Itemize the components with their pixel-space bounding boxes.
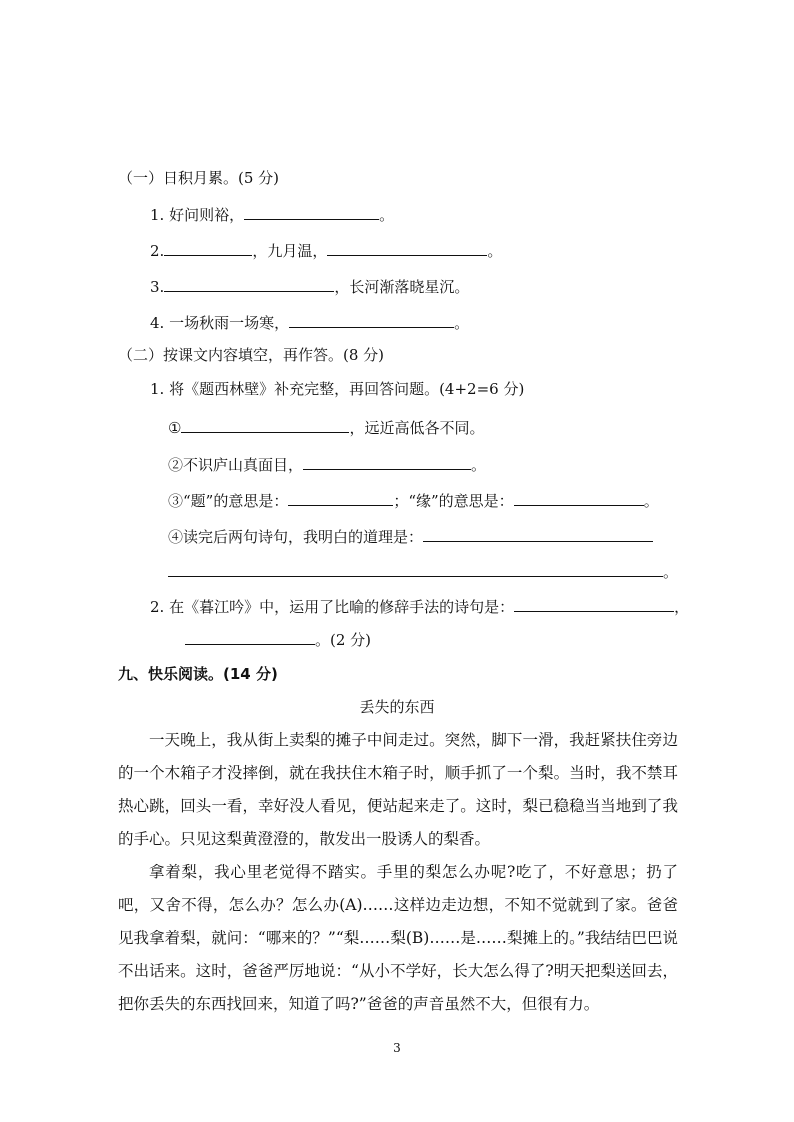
question-2-2-continuation [185, 628, 371, 650]
question-2-1-a-suffix: ，远近高低各不同。 [349, 419, 485, 437]
question-1-1 [150, 203, 394, 225]
question-2-1-b-suffix: 。 [471, 456, 487, 474]
story-paragraph-1: 一天晚上，我从街上卖梨的摊子中间走过。突然，脚下一滑，我赶紧扶住旁边的一个木箱子才没摔倒，就在我扶住木箱子时，顺手抓了一个梨。当时，我不禁耳热心跳，回头一看，幸好没人看见，便站起来走了。这时，梨已稳稳当当地到了我的手心。只见这梨黄澄澄的，散发出一股诱人的梨香。 [118, 731, 678, 848]
story-paragraph-2: 拿着梨，我心里老觉得不踏实。手里的梨怎么办呢?吃了，不好意思；扔了吧，又舍不得，怎么办？怎么办(A)……这样边走边想，不知不觉就到了家。爸爸见我拿着梨，就问：“哪来的？”“梨……梨(B)……是……梨摊上的。”我结结巴巴说不出话来。这时，爸爸严厉地说：“从小不学好，长大怎么得了?明天把梨送回去，把你丢失的东西找回来，知道了吗?”爸爸的声音虽然不大，但很有力。 [118, 863, 678, 1013]
question-2-1-a [168, 416, 484, 438]
question-2-1-d-continuation [168, 560, 678, 582]
question-1-4-suffix: 。 [454, 314, 470, 332]
section-1-title: （一）日积月累。(5 分) [118, 169, 280, 187]
answer-blank[interactable] [244, 203, 379, 220]
question-1-2-mid: ，九月温， [252, 242, 328, 260]
answer-blank[interactable] [289, 311, 454, 328]
question-2-1-b-prefix: ②不识庐山真面目， [168, 456, 304, 474]
question-1-1-suffix: 。 [379, 206, 395, 224]
question-1-3 [150, 275, 469, 297]
section-2-title: （二）按课文内容填空，再作答。(8 分) [118, 346, 385, 364]
answer-blank[interactable] [164, 275, 334, 292]
answer-blank[interactable] [327, 239, 487, 256]
question-2-1-d-prefix: ④读完后两句诗句，我明白的道理是： [168, 528, 424, 546]
question-2-1-b [168, 453, 486, 475]
question-2-1: 1. 将《题西林壁》补充完整，再回答问题。(4+2=6 分) [150, 380, 525, 398]
question-2-2-suffix: 。(2 分) [315, 631, 372, 649]
answer-blank[interactable] [164, 239, 252, 256]
story-title: 丢失的东西 [359, 698, 435, 716]
question-1-2-suffix: 。 [487, 242, 503, 260]
question-2-2-comma: ， [674, 598, 690, 616]
answer-blank[interactable] [185, 628, 315, 645]
question-1-2 [150, 239, 502, 261]
answer-blank[interactable] [514, 595, 674, 612]
question-2-1-d [168, 525, 653, 547]
question-1-4-prefix: 4. 一场秋雨一场寒， [150, 314, 290, 332]
question-1-3-prefix: 3. [150, 278, 165, 296]
answer-blank[interactable] [514, 489, 644, 506]
page-number: 3 [393, 1041, 401, 1055]
question-1-4 [150, 311, 469, 333]
question-2-2 [150, 595, 689, 617]
answer-blank[interactable] [423, 525, 653, 542]
answer-blank[interactable] [303, 453, 471, 470]
question-1-1-prefix: 1. 好问则裕， [150, 206, 245, 224]
question-2-1-c-mid: ；“缘”的意思是： [393, 492, 514, 510]
answer-blank[interactable] [181, 416, 349, 433]
question-2-1-c [168, 489, 659, 511]
question-2-1-c-prefix: ③“题”的意思是： [168, 492, 289, 510]
section-9-heading: 九、快乐阅读。(14 分) [118, 665, 278, 683]
question-2-2-prefix: 2. 在《暮江吟》中，运用了比喻的修辞手法的诗句是： [150, 598, 515, 616]
answer-blank[interactable] [288, 489, 393, 506]
question-2-1-c-suffix: 。 [643, 492, 659, 510]
question-2-1-a-prefix: ① [168, 419, 182, 437]
question-2-1-d-suffix: 。 [663, 563, 679, 581]
question-1-2-prefix: 2. [150, 242, 165, 260]
answer-blank[interactable] [168, 560, 663, 577]
question-1-3-suffix: ，长河渐落晓星沉。 [334, 278, 470, 296]
